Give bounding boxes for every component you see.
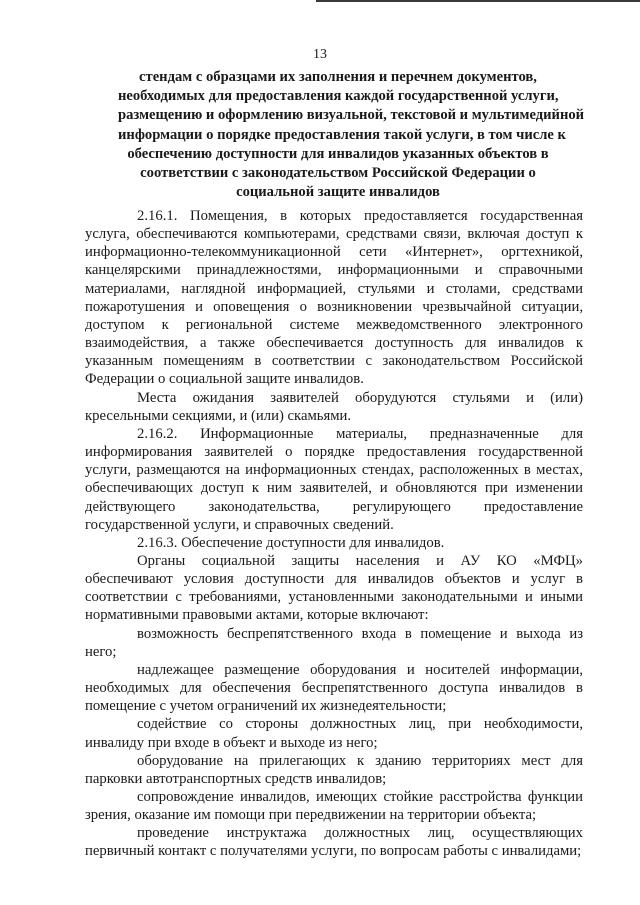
list-item-equipment-placement: надлежащее размещение оборудования и носителей информации, необходимых для обеспечения беспрепятственного доступа инвалидов в помещение с учетом ограничений их жизнедеятельности; <box>85 661 583 715</box>
heading-line: необходимых для предоставления каждой государственной услуги, <box>118 88 559 105</box>
heading-line: стендам с образцами их заполнения и перечнем документов, <box>139 69 537 85</box>
paragraph-waiting-places: Места ожидания заявителей оборудуются стульями и (или) кресельными секциями, и (или) скамьями. <box>85 389 583 424</box>
heading-line: социальной защите инвалидов <box>236 184 440 201</box>
list-item-parking: оборудование на прилегающих к зданию территориях мест для парковки автотранспортных средств инвалидов; <box>85 752 583 787</box>
page-number: 13 <box>313 47 327 62</box>
paragraph-2-16-3: 2.16.3. Обеспечение доступности для инвалидов. <box>137 534 445 551</box>
section-heading <box>118 68 585 202</box>
heading-line: информации о порядке предоставления такой услуги, в том числе к <box>118 126 566 143</box>
paragraph-conditions-intro: Органы социальной защиты населения и АУ КО «МФЦ» обеспечивают условия доступности для инвалидов объектов и услуг в соответствии с требованиями, установленными законодательными и иными нормативными правовыми актами, которые включают: <box>85 552 583 624</box>
heading-line: соответствии с законодательством Российской Федерации о <box>140 165 536 182</box>
document-body <box>85 207 583 861</box>
heading-line: размещению и оформлению визуальной, текстовой и мультимедийной <box>118 107 585 124</box>
paragraph-2-16-2: 2.16.2. Информационные материалы, предназначенные для информирования заявителей о порядке предоставления государственной услуги, размещаются на информационных стендах, расположенных в местах, обеспечивающих доступ к ним заявителей, и обновляются при изменении действующего законодательства, регулирующего предоставление государственной услуги, и справочных сведений. <box>85 425 583 533</box>
list-item-staff-briefing: проведение инструктажа должностных лиц, осуществляющих первичный контакт с получателями услуги, по вопросам работы с инвалидами; <box>85 825 583 860</box>
list-item-escort: сопровождение инвалидов, имеющих стойкие расстройства функции зрения, оказание им помощи при передвижении на территории объекта; <box>85 789 583 824</box>
heading-line: обеспечению доступности для инвалидов указанных объектов в <box>127 145 549 162</box>
paragraph-2-16-1: 2.16.1. Помещения, в которых предоставляется государственная услуга, обеспечиваются компьютерами, средствами связи, включая доступ к информационно-телекоммуникационной сети «Интернет», оргтехникой, канцелярскими принадлежностями, информационными и справочными материалами, наглядной информацией, стульями и столами, средствами пожаротушения и оповещения о возникновении чрезвычайной ситуации, доступом к региональной системе межведомственного электронного взаимодействия, а также обеспечивается доступность для инвалидов к указанным помещениям в соответствии с законодательством Российской Федерации о социальной защите инвалидов. <box>85 208 583 388</box>
list-item-entry-exit: возможность беспрепятственного входа в помещение и выхода из него; <box>85 625 583 660</box>
list-item-staff-assistance: содействие со стороны должностных лиц, при необходимости, инвалиду при входе в объект и выходе из него; <box>85 716 583 751</box>
top-border-line <box>316 0 640 2</box>
